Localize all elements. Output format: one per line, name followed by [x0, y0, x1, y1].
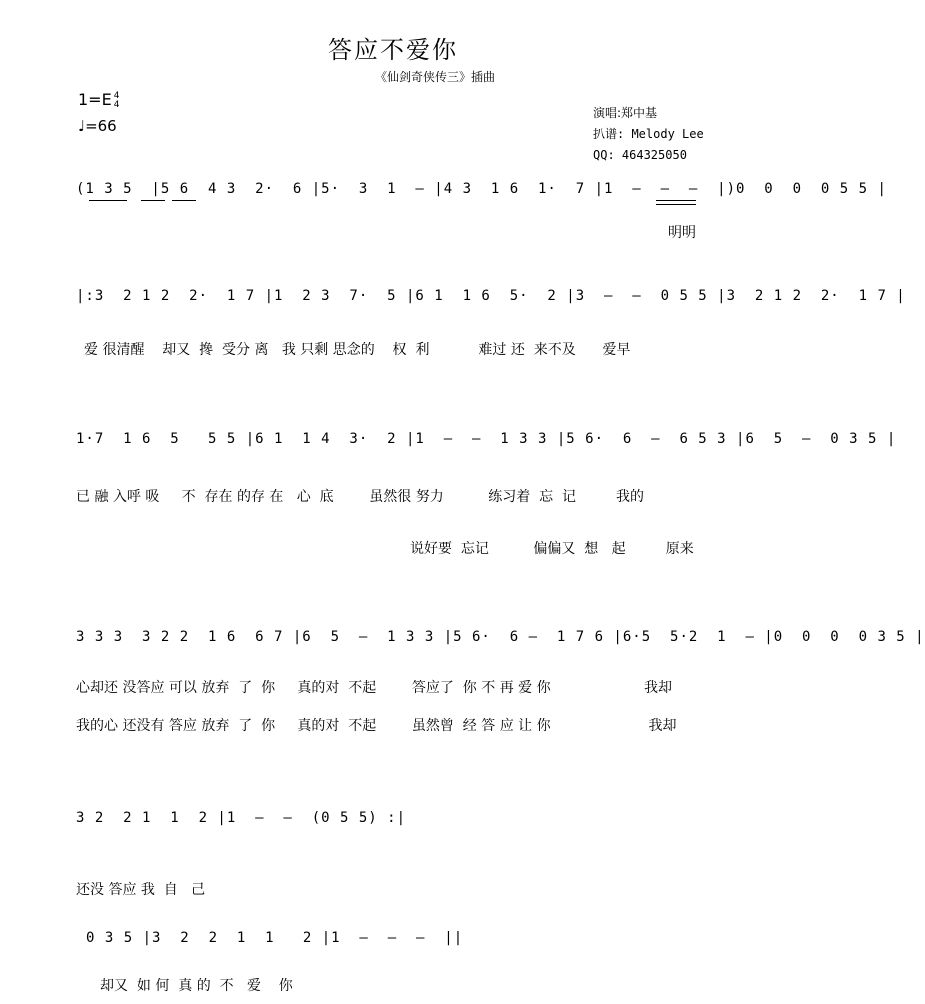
- lyric-line-3a: 已 融 入呼 吸 不 存在 的存 在 心 底 虽然很 努力 练习着 忘 记 我的: [76, 489, 645, 505]
- key-label: 1=E: [78, 90, 112, 109]
- transcriber-credit: 扒谱: Melody Lee: [593, 127, 704, 141]
- score-line-2: |:3 2 1 2 2· 1 7 |1 2 3 7· 5 |6 1 1 6 5· 2 |3 – – 0 5 5 |3 2 1 2 2· 1 7 |: [76, 288, 906, 304]
- lyric-line-3b: 说好要 忘记 偏偏又 想 起 原来: [410, 541, 694, 557]
- beam: [172, 200, 196, 201]
- lyric-line-2: 爱 很清醒 却又 搀 受分 离 我 只剩 思念的 权 利 难过 还 来不及 爱早: [84, 342, 631, 358]
- score-line-5: 3 2 2 1 1 2 |1 – – (0 5 5) :|: [76, 810, 407, 826]
- lyric-line-6: 却又 如 何 真 的 不 爱 你: [100, 978, 293, 994]
- time-signature: [114, 92, 120, 110]
- score-line-1: (1 3 5 |5 6 4 3 2· 6 |5· 3 1 – |4 3 1 6 1· 7 |1 – – – |)0 0 0 0 5 5 |: [76, 181, 887, 197]
- lyric-line-5: 还没 答应 我 自 己: [76, 882, 206, 898]
- song-subtitle: 《仙剑奇侠传三》插曲: [375, 70, 496, 84]
- beam: [656, 200, 696, 201]
- singer-credit: 演唱:郑中基: [593, 106, 658, 120]
- beam: [656, 204, 696, 205]
- score-line-6: 0 3 5 |3 2 2 1 1 2 |1 – – – ||: [86, 930, 464, 946]
- qq-credit: QQ: 464325050: [593, 148, 687, 162]
- score-line-3: 1·7 1 6 5 5 5 |6 1 1 4 3· 2 |1 – – 1 3 3 |5 6· 6 – 6 5 3 |6 5 – 0 3 5 |: [76, 431, 897, 447]
- key-signature: [78, 90, 119, 110]
- time-denominator: 4: [113, 99, 120, 110]
- tempo-marking: ♩=66: [78, 117, 117, 135]
- beam: [89, 200, 127, 201]
- lyric-line-4a: 心却还 没答应 可以 放弃 了 你 真的对 不起 答应了 你 不 再 爱 你 我却: [76, 680, 673, 696]
- lyric-line-1: 明明: [668, 225, 696, 241]
- score-line-4: 3 3 3 3 2 2 1 6 6 7 |6 5 – 1 3 3 |5 6· 6 – 1 7 6 |6·5 5·2 1 – |0 0 0 0 3 5 |: [76, 629, 925, 645]
- credits-block: [593, 103, 704, 166]
- lyric-line-4b: 我的心 还没有 答应 放弃 了 你 真的对 不起 虽然曾 经 答 应 让 你 我却: [76, 718, 677, 734]
- song-title: 答应不爱你: [328, 36, 458, 64]
- time-numerator: 4: [113, 90, 120, 101]
- beam: [141, 200, 165, 201]
